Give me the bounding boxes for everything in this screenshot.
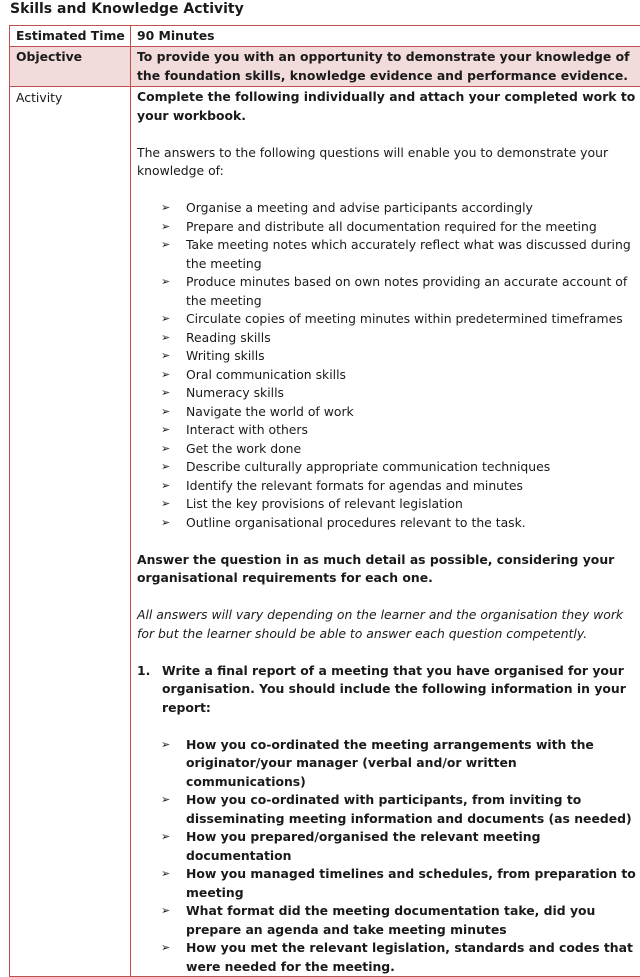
knowledge-item bbox=[161, 477, 638, 496]
page-title: Skills and Knowledge Activity bbox=[10, 0, 244, 18]
arrow-bullet-icon: ➢ bbox=[161, 403, 170, 422]
arrow-bullet-icon: ➢ bbox=[161, 347, 170, 366]
arrow-bullet-icon: ➢ bbox=[161, 865, 170, 884]
activity-label-text: Activity bbox=[16, 90, 62, 105]
knowledge-item bbox=[161, 236, 638, 273]
activity-table bbox=[9, 25, 640, 977]
arrow-bullet-icon: ➢ bbox=[161, 514, 170, 533]
knowledge-item bbox=[161, 347, 638, 366]
arrow-bullet-icon: ➢ bbox=[161, 236, 170, 255]
arrow-bullet-icon: ➢ bbox=[161, 902, 170, 921]
question-text: Write a final report of a meeting that you have organised for your organisation. You should include the following information in your report: bbox=[162, 663, 626, 715]
knowledge-item-text: Prepare and distribute all documentation required for the meeting bbox=[186, 219, 597, 234]
activity-lead: The answers to the following questions will enable you to demonstrate your knowledge of: bbox=[137, 144, 638, 181]
arrow-bullet-icon: ➢ bbox=[161, 736, 170, 755]
knowledge-list bbox=[137, 199, 638, 532]
knowledge-item-text: Circulate copies of meeting minutes within predetermined timeframes bbox=[186, 311, 623, 326]
question-bullet-item bbox=[161, 902, 638, 939]
question-bullet-item-text: How you co-ordinated with participants, from inviting to disseminating meeting information and documents (as needed) bbox=[186, 792, 632, 826]
arrow-bullet-icon: ➢ bbox=[161, 218, 170, 237]
arrow-bullet-icon: ➢ bbox=[161, 421, 170, 440]
question-bullet-item bbox=[161, 791, 638, 828]
arrow-bullet-icon: ➢ bbox=[161, 310, 170, 329]
knowledge-item-text: List the key provisions of relevant legislation bbox=[186, 496, 463, 511]
knowledge-item bbox=[161, 384, 638, 403]
arrow-bullet-icon: ➢ bbox=[161, 828, 170, 847]
knowledge-item bbox=[161, 495, 638, 514]
knowledge-item-text: Oral communication skills bbox=[186, 367, 346, 382]
objective-value bbox=[131, 47, 640, 87]
arrow-bullet-icon: ➢ bbox=[161, 273, 170, 292]
question-bullet-item bbox=[161, 828, 638, 865]
question-bullet-list bbox=[137, 736, 638, 977]
question-bullet-item-text: How you managed timelines and schedules, from preparation to meeting bbox=[186, 866, 636, 900]
question-bullet-item bbox=[161, 736, 638, 792]
knowledge-item bbox=[161, 218, 638, 237]
question-bullet-item-text: How you prepared/organised the relevant meeting documentation bbox=[186, 829, 540, 863]
knowledge-item bbox=[161, 329, 638, 348]
knowledge-item bbox=[161, 310, 638, 329]
arrow-bullet-icon: ➢ bbox=[161, 366, 170, 385]
knowledge-item-text: Interact with others bbox=[186, 422, 308, 437]
objective-label-text: Objective bbox=[16, 49, 82, 64]
knowledge-item bbox=[161, 366, 638, 385]
knowledge-item-text: Writing skills bbox=[186, 348, 265, 363]
knowledge-item-text: Numeracy skills bbox=[186, 385, 284, 400]
estimated-time-value-text: 90 Minutes bbox=[137, 28, 214, 43]
arrow-bullet-icon: ➢ bbox=[161, 199, 170, 218]
objective-text: To provide you with an opportunity to demonstrate your knowledge of the foundation skills, knowledge evidence and performance evidence. bbox=[137, 48, 638, 85]
arrow-bullet-icon: ➢ bbox=[161, 477, 170, 496]
knowledge-item-text: Take meeting notes which accurately reflect what was discussed during the meeting bbox=[186, 237, 631, 271]
knowledge-item-text: Reading skills bbox=[186, 330, 271, 345]
question-bullet-item-text: How you met the relevant legislation, standards and codes that were needed for the meeting. bbox=[186, 940, 633, 974]
question-bullet-item bbox=[161, 939, 638, 976]
arrow-bullet-icon: ➢ bbox=[161, 495, 170, 514]
estimated-time-label-text: Estimated Time bbox=[16, 28, 125, 43]
knowledge-item-text: Get the work done bbox=[186, 441, 301, 456]
objective-label bbox=[10, 47, 131, 87]
knowledge-item-text: Outline organisational procedures relevant to the task. bbox=[186, 515, 526, 530]
knowledge-item-text: Navigate the world of work bbox=[186, 404, 354, 419]
question-number: 1. bbox=[137, 662, 150, 681]
knowledge-item-text: Describe culturally appropriate communication techniques bbox=[186, 459, 550, 474]
knowledge-item-text: Organise a meeting and advise participants accordingly bbox=[186, 200, 533, 215]
question-bullet-item-text: How you co-ordinated the meeting arrangements with the originator/your manager (verbal and/or written communications) bbox=[186, 737, 594, 789]
question-bullet-item-text: What format did the meeting documentation take, did you prepare an agenda and take meeting minutes bbox=[186, 903, 595, 937]
question-bullet-item bbox=[161, 865, 638, 902]
estimated-time-row bbox=[10, 26, 640, 47]
assessor-note: All answers will vary depending on the learner and the organisation they work for but the learner should be able to answer each question competently. bbox=[137, 606, 638, 643]
knowledge-item bbox=[161, 403, 638, 422]
knowledge-item bbox=[161, 514, 638, 533]
knowledge-item-text: Identify the relevant formats for agendas and minutes bbox=[186, 478, 523, 493]
arrow-bullet-icon: ➢ bbox=[161, 384, 170, 403]
activity-row bbox=[10, 87, 640, 977]
arrow-bullet-icon: ➢ bbox=[161, 458, 170, 477]
arrow-bullet-icon: ➢ bbox=[161, 329, 170, 348]
knowledge-item bbox=[161, 273, 638, 310]
activity-content bbox=[131, 87, 640, 977]
estimated-time-label bbox=[10, 26, 131, 47]
activity-intro: Complete the following individually and attach your completed work to your workbook. bbox=[137, 88, 638, 125]
arrow-bullet-icon: ➢ bbox=[161, 939, 170, 958]
arrow-bullet-icon: ➢ bbox=[161, 440, 170, 459]
arrow-bullet-icon: ➢ bbox=[161, 791, 170, 810]
question-1 bbox=[137, 662, 638, 718]
activity-label bbox=[10, 87, 131, 977]
knowledge-item bbox=[161, 440, 638, 459]
knowledge-item bbox=[161, 421, 638, 440]
estimated-time-value bbox=[131, 26, 640, 47]
objective-row bbox=[10, 47, 640, 87]
activity-instruction: Answer the question in as much detail as possible, considering your organisational requirements for each one. bbox=[137, 551, 638, 588]
knowledge-item-text: Produce minutes based on own notes providing an accurate account of the meeting bbox=[186, 274, 627, 308]
knowledge-item bbox=[161, 458, 638, 477]
knowledge-item bbox=[161, 199, 638, 218]
